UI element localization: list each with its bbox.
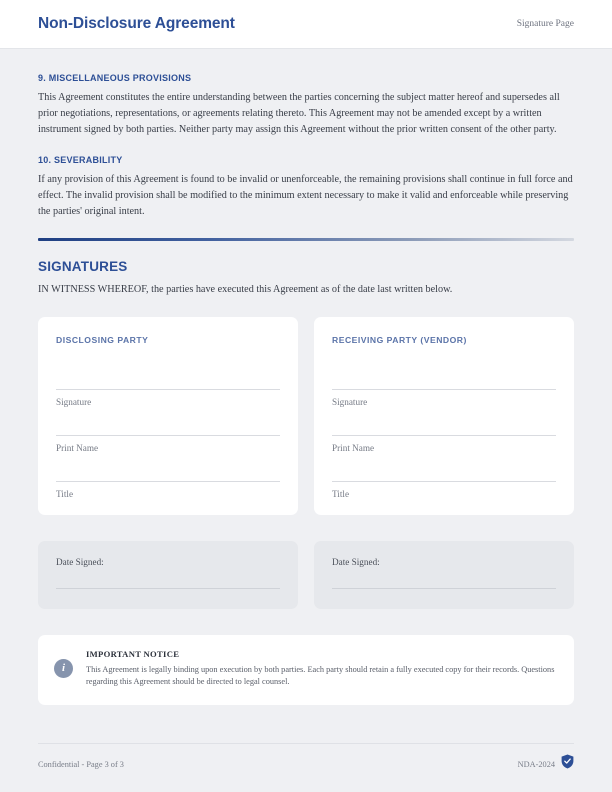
signature-field-signature[interactable] [56,389,280,407]
notice-title: IMPORTANT NOTICE [86,648,180,659]
signature-card-title: DISCLOSING PARTY [56,334,149,345]
signature-card-title: RECEIVING PARTY (VENDOR) [332,334,467,345]
signature-cards-row [38,317,574,515]
signatures-intro-text: IN WITNESS WHEREOF, the parties have executed this Agreement as of the date last written below. [38,283,453,295]
clause-body: If any provision of this Agreement is found to be invalid or unenforceable, the remaining provisions shall continue in full force and effect. The invalid provision shall be modified to the minimum extent necessary to make it valid and enforceable while preserving the parties' original intent. [38,174,573,218]
clause-heading: 10. SEVERABILITY [38,155,123,166]
signature-input-line[interactable] [56,481,280,482]
date-signed-label: Date Signed: [56,556,104,567]
header-page-label: Signature Page [516,19,574,29]
signature-field-label: Signature [332,396,368,407]
signature-field-label: Print Name [332,442,375,453]
document-footer [38,743,574,774]
signature-card-receiving-party [314,317,574,515]
signature-input-line[interactable] [56,389,280,390]
signature-field-label: Title [332,488,350,499]
signature-input-line[interactable] [56,435,280,436]
date-signed-label: Date Signed: [332,556,380,567]
signature-field-title[interactable] [56,481,280,499]
date-signed-box-receiving-party[interactable] [314,541,574,609]
important-notice-panel [38,635,574,705]
notice-text-block [86,649,556,689]
clause-section [38,73,574,138]
signature-card-disclosing-party [38,317,298,515]
document-header [0,0,612,49]
signature-input-line[interactable] [332,435,556,436]
signatures-heading: SIGNATURES [38,258,128,274]
date-signed-input-line[interactable] [332,588,556,589]
signature-field-title[interactable] [332,481,556,499]
signature-field-label: Title [56,488,74,499]
signature-field-print-name[interactable] [332,435,556,453]
clause-heading: 9. MISCELLANEOUS PROVISIONS [38,73,192,83]
signature-input-line[interactable] [332,389,556,390]
signature-field-print-name[interactable] [56,435,280,453]
signature-field-signature[interactable] [332,389,556,407]
date-signed-row [38,541,574,609]
footer-right-group [518,754,574,774]
date-signed-box-disclosing-party[interactable] [38,541,298,609]
clause-section [38,155,574,220]
notice-body: This Agreement is legally binding upon execution by both parties. Each party should retain a fully executed copy for their records. Questions regarding this Agreement should be directed to legal counsel. [86,664,555,687]
signature-field-label: Signature [56,396,92,407]
page-title: Non-Disclosure Agreement [38,15,235,32]
shield-check-icon [561,754,574,774]
signature-field-label: Print Name [56,442,99,453]
signature-input-line[interactable] [332,481,556,482]
document-body [0,49,612,705]
clause-body: This Agreement constitutes the entire understanding between the parties concerning the subject matter hereof and supersedes all prior negotiations, representations, or agreements relating thereto. This Agreement may not be amended except by a written instrument signed by both parties. Neither party may assign this Agreement without the prior written consent of the other party. [38,92,560,136]
footer-confidential-label: Confidential - Page 3 of 3 [38,759,124,769]
section-divider [38,238,574,241]
info-icon: i [54,659,73,678]
footer-document-code: NDA-2024 [517,759,555,769]
date-signed-input-line[interactable] [56,588,280,589]
